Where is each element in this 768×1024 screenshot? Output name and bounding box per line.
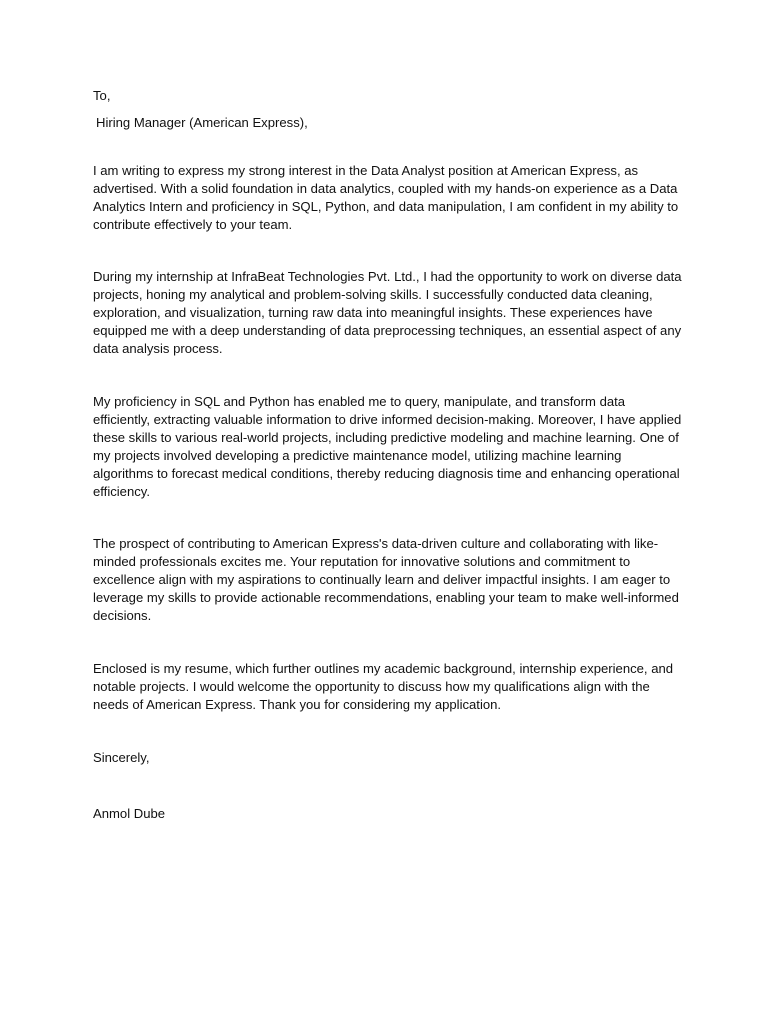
recipient: Hiring Manager (American Express), bbox=[96, 114, 308, 130]
closing: Sincerely, bbox=[93, 749, 150, 765]
paragraph-intro: I am writing to express my strong interest in the Data Analyst position at American Express, as advertised. With a solid foundation in data analytics, coupled with my hands-on experience as a Data Analytics Intern and proficiency in SQL, Python, and data manipulation, I am confident in my ability to contribute effectively to your team. bbox=[93, 162, 679, 232]
paragraph-enclosure: Enclosed is my resume, which further outlines my academic background, internship experience, and notable projects. I would welcome the opportunity to discuss how my qualifications align with the needs of American Express. Thank you for considering my application. bbox=[93, 660, 674, 712]
letter-body bbox=[93, 87, 683, 822]
signature: Anmol Dube bbox=[93, 805, 166, 821]
paragraph-internship: During my internship at InfraBeat Technologies Pvt. Ltd., I had the opportunity to work on diverse data projects, honing my analytical and problem-solving skills. I successfully conducted data cleaning, exploration, and visualization, turning raw data into meaningful insights. These experiences have equipped me with a deep understanding of data preprocessing techniques, an essential aspect of any data analysis process. bbox=[93, 269, 682, 357]
salutation: To, bbox=[93, 88, 111, 103]
paragraph-culture: The prospect of contributing to American Express's data-driven culture and collaborating with like-minded professionals excites me. Your reputation for innovative solutions and commitment to excellence align with my aspirations to continually learn and deliver impactful insights. I am eager to leverage my skills to provide actionable recommendations, enabling your team to make well-informed decisions. bbox=[93, 536, 679, 624]
paragraph-skills: My proficiency in SQL and Python has enabled me to query, manipulate, and transform data efficiently, extracting valuable information to drive informed decision-making. Moreover, I have applied these skills to various real-world projects, including predictive modeling and machine learning. One of my projects involved developing a predictive maintenance model, utilizing machine learning algorithms to forecast medical conditions, thereby reducing diagnosis time and enhancing operational efficiency. bbox=[93, 393, 682, 499]
